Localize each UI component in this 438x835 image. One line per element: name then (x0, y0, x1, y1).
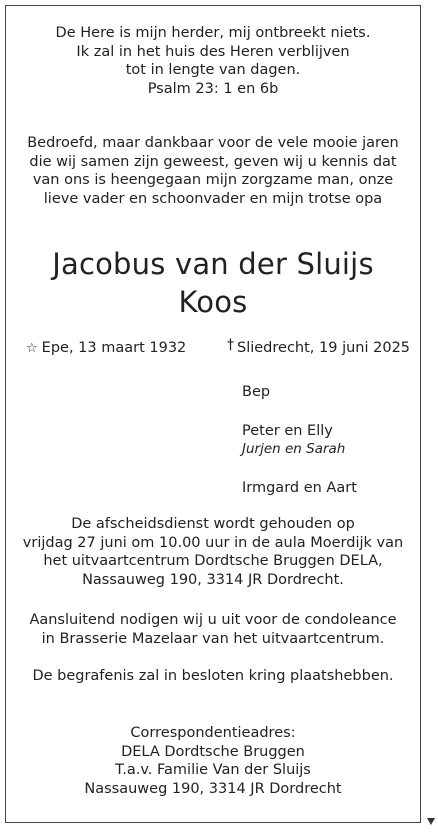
psalm-verse (5, 24, 421, 98)
burial-info (5, 667, 421, 686)
family-spouse: Bep (242, 384, 271, 400)
nickname: Koos (178, 285, 248, 319)
intro-text (5, 134, 421, 208)
star-icon: ☆ (26, 341, 38, 356)
verse-line: tot in lengte van dagen. (125, 62, 301, 78)
announcement-frame (5, 5, 421, 823)
death-date (227, 337, 411, 356)
intro-line: Bedroefd, maar dankbaar voor de vele mooie jaren (27, 135, 399, 151)
address-line: T.a.v. Familie Van der Sluijs (115, 762, 311, 778)
service-line: vrijdag 27 juni om 10.00 uur in de aula Moerdijk van (22, 534, 404, 551)
full-name: Jacobus van der Sluijs (52, 247, 374, 281)
address-line: DELA Dordtsche Bruggen (121, 743, 305, 760)
birth-text: Epe, 13 maart 1932 (41, 340, 187, 356)
service-info (5, 515, 421, 589)
service-line: Nassauweg 190, 3314 JR Dordrecht. (82, 571, 344, 588)
service-line: het uitvaartcentrum Dordtsche Bruggen DELA, (43, 553, 383, 569)
scroll-down-arrow-icon[interactable] (427, 818, 435, 825)
verse-reference: Psalm 23: 1 en 6b (147, 80, 279, 97)
verse-line: De Here is mijn herder, mij ontbreekt niets. (55, 25, 371, 41)
scrollbar[interactable] (425, 0, 438, 835)
reception-info (5, 611, 421, 648)
family-child: Irmgard en Aart (242, 479, 357, 496)
address-heading: Correspondentieadres: (130, 725, 296, 741)
reception-line: Aansluitend nodigen wij u uit voor de condoleance (29, 612, 397, 628)
intro-line: die wij samen zijn geweest, geven wij u kennis dat (29, 153, 397, 170)
family-list (242, 383, 357, 497)
family-grandchildren: Jurjen en Sarah (242, 441, 346, 457)
correspondence-address (5, 724, 421, 798)
reception-line: in Brasserie Mazelaar van het uitvaartcentrum. (41, 630, 385, 647)
family-child: Peter en Elly (242, 422, 333, 439)
verse-line: Ik zal in het huis des Heren verblijven (76, 43, 350, 60)
intro-line: lieve vader en schoonvader en mijn trotse opa (43, 190, 383, 207)
address-line: Nassauweg 190, 3314 JR Dordrecht (84, 780, 342, 797)
service-line: De afscheidsdienst wordt gehouden op (71, 516, 355, 532)
cross-icon: † (227, 337, 234, 353)
birth-date (26, 340, 186, 356)
intro-line: van ons is heengegaan mijn zorgzame man, onze (32, 172, 394, 188)
death-text: Sliedrecht, 19 juni 2025 (237, 340, 411, 356)
burial-line: De begrafenis zal in besloten kring plaatshebben. (32, 668, 394, 684)
deceased-name (5, 245, 421, 321)
